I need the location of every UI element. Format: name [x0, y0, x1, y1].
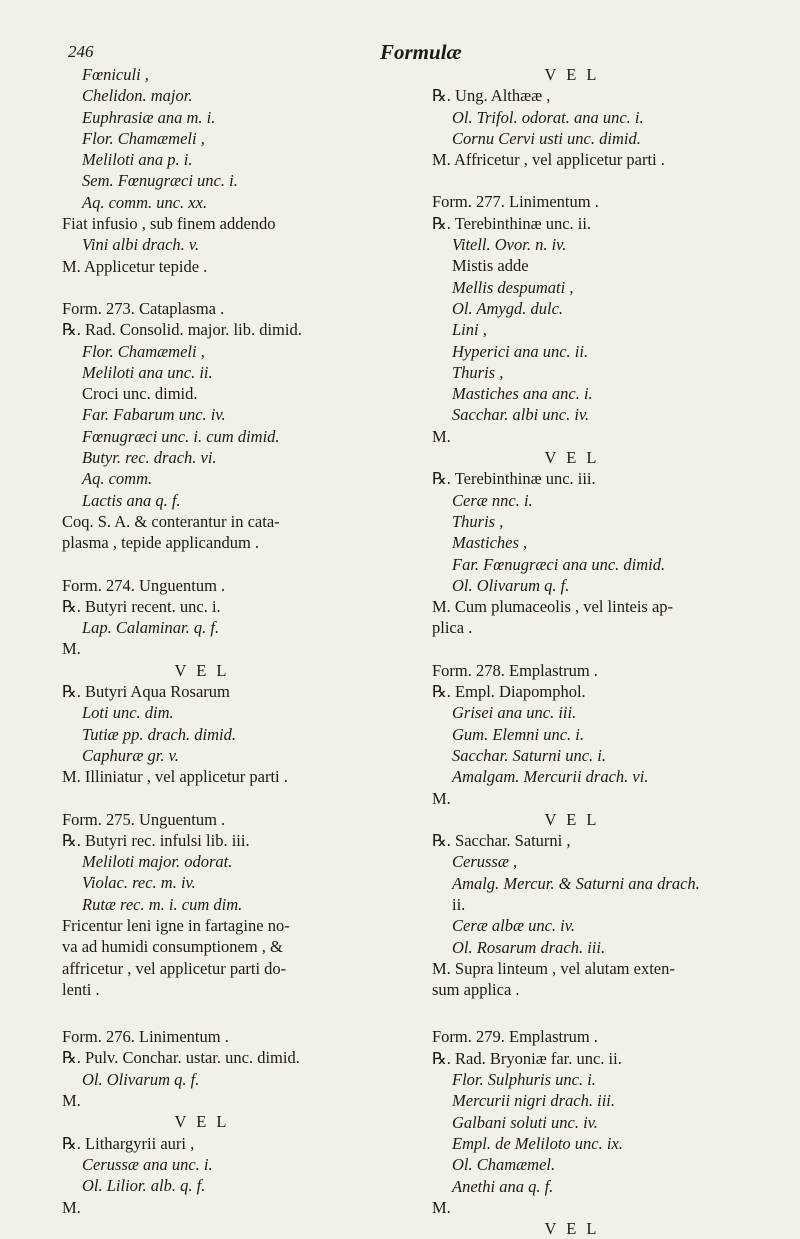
- text-line: Chelidon. major.: [82, 86, 193, 106]
- text-line: Ol. Trifol. odorat. ana unc. i.: [452, 107, 644, 127]
- text-line: Aq. comm.: [82, 469, 153, 489]
- text-line: Vini albi drach. v.: [82, 235, 200, 255]
- text-line: Far. Fœnugræci ana unc. dimid.: [452, 554, 666, 574]
- spacer: [62, 554, 382, 575]
- text-line: Ol. Olivarum q. f.: [452, 575, 570, 595]
- text-line: M.: [432, 1197, 451, 1217]
- text-line: Hyperici ana unc. ii.: [452, 341, 589, 361]
- text-line: M. Supra linteum , vel alutam exten-: [432, 958, 675, 978]
- spacer: [62, 1000, 382, 1026]
- text-line: Fricentur leni igne in fartagine no-: [62, 915, 290, 935]
- text-line: Lap. Calaminar. q. f.: [82, 618, 220, 638]
- text-line: ii.: [452, 894, 466, 914]
- text-line: Meliloti ana unc. ii.: [82, 362, 213, 382]
- text-line: Ol. Chamæmel.: [452, 1155, 556, 1175]
- text-line: Amalg. Mercur. & Saturni ana drach.: [452, 873, 700, 893]
- text-line: Mellis despumati ,: [452, 277, 574, 297]
- alternative-heading: V E L: [544, 809, 600, 829]
- text-line: Anethi ana q. f.: [452, 1176, 554, 1196]
- text-line: ℞. Lithargyrii auri ,: [62, 1133, 195, 1153]
- text-line: Flor. Chamæmeli ,: [82, 341, 205, 361]
- text-line: Cornu Cervi usti unc. dimid.: [452, 128, 641, 148]
- text-line: Mastiches ana anc. i.: [452, 384, 593, 404]
- text-line: Form. 274. Unguentum .: [62, 575, 226, 595]
- text-line: Far. Fabarum unc. iv.: [82, 405, 226, 425]
- alternative-heading: V E L: [544, 1219, 600, 1239]
- alternative-heading: V E L: [544, 448, 600, 468]
- text-line: lenti .: [62, 979, 100, 999]
- text-line: Sem. Fœnugræci unc. i.: [82, 171, 238, 191]
- text-line: plasma , tepide applicandum .: [62, 533, 260, 553]
- text-line: Vitell. Ovor. n. iv.: [452, 235, 567, 255]
- text-line: Sacchar. albi unc. iv.: [452, 405, 590, 425]
- text-line: Form. 277. Linimentum .: [432, 192, 599, 212]
- text-line: M.: [62, 1091, 81, 1111]
- text-line: Euphrasiæ ana m. i.: [82, 107, 216, 127]
- text-line: Empl. de Meliloto unc. ix.: [452, 1133, 623, 1153]
- text-line: plica .: [432, 618, 473, 638]
- text-line: ℞. Butyri recent. unc. i.: [62, 596, 221, 616]
- text-line: M.: [432, 426, 451, 446]
- text-line: M.: [62, 1197, 81, 1217]
- text-line: Caphuræ gr. v.: [82, 745, 179, 765]
- page-number: 246: [68, 42, 94, 61]
- text-line: Croci unc. dimid.: [82, 384, 198, 404]
- text-line: Form. 279. Emplastrum .: [432, 1027, 598, 1047]
- text-line: Form. 276. Linimentum .: [62, 1027, 229, 1047]
- text-line: Mercurii nigri drach. iii.: [452, 1091, 616, 1111]
- text-line: Ol. Lilior. alb. q. f.: [82, 1176, 206, 1196]
- text-line: M. Illiniatur , vel applicetur parti .: [62, 767, 288, 787]
- text-line: Ceræ albæ unc. iv.: [452, 916, 575, 936]
- text-line: Cerussæ ,: [452, 852, 518, 872]
- spacer: [62, 788, 382, 809]
- text-line: Tutiæ pp. drach. dimid.: [82, 724, 237, 744]
- text-line: Form. 275. Unguentum .: [62, 809, 226, 829]
- text-line: Sacchar. Saturni unc. i.: [452, 745, 606, 765]
- text-line: Lactis ana q. f.: [82, 490, 181, 510]
- text-line: Mistis adde: [452, 256, 529, 276]
- text-line: M.: [62, 639, 81, 659]
- text-line: Fœniculi ,: [82, 65, 149, 84]
- text-line: Coq. S. A. & conterantur in cata-: [62, 511, 280, 531]
- text-line: ℞. Rad. Bryoniæ far. unc. ii.: [432, 1048, 622, 1068]
- text-line: Galbani soluti unc. iv.: [452, 1112, 598, 1132]
- text-line: Lini ,: [452, 320, 487, 340]
- text-line: Flor. Chamæmeli ,: [82, 128, 205, 148]
- text-line: Fiat infusio , sub finem addendo: [62, 214, 276, 234]
- text-line: ℞. Empl. Diapomphol.: [432, 682, 586, 702]
- alternative-heading: V E L: [544, 65, 600, 84]
- text-line: Loti unc. dim.: [82, 703, 174, 723]
- text-line: Rutæ rec. m. i. cum dim.: [82, 894, 243, 914]
- text-line: Butyr. rec. drach. vi.: [82, 448, 217, 468]
- right-column: [432, 64, 752, 1239]
- text-line: Ol. Rosarum drach. iii.: [452, 937, 606, 957]
- spacer: [432, 1000, 752, 1026]
- text-line: ℞. Butyri Aqua Rosarum: [62, 682, 230, 702]
- text-line: Aq. comm. unc. xx.: [82, 192, 208, 212]
- text-line: Meliloti major. odorat.: [82, 852, 233, 872]
- text-line: Form. 273. Cataplasma .: [62, 298, 225, 318]
- text-line: Violac. rec. m. iv.: [82, 873, 196, 893]
- text-line: Gum. Elemni unc. i.: [452, 724, 584, 744]
- text-line: M. Affricetur , vel applicetur parti .: [432, 150, 665, 170]
- text-line: Mastiches ,: [452, 533, 528, 553]
- text-line: Amalgam. Mercurii drach. vi.: [452, 767, 649, 787]
- text-line: M. Cum plumaceolis , vel linteis ap-: [432, 597, 674, 617]
- text-line: Grisei ana unc. iii.: [452, 703, 577, 723]
- text-line: ℞. Ung. Althææ ,: [432, 86, 551, 106]
- running-head: Formulæ: [380, 40, 462, 64]
- text-line: ℞. Terebinthinæ unc. ii.: [432, 213, 592, 233]
- text-line: sum applica .: [432, 980, 520, 1000]
- text-line: Form. 278. Emplastrum .: [432, 660, 598, 680]
- left-column: [62, 64, 382, 1218]
- text-line: va ad humidi consumptionem , &: [62, 937, 283, 957]
- alternative-heading: V E L: [174, 1112, 230, 1132]
- spacer: [432, 639, 752, 660]
- text-line: M. Applicetur tepide .: [62, 256, 208, 276]
- text-line: Ceræ nnc. i.: [452, 490, 533, 510]
- text-line: Thuris ,: [452, 362, 504, 382]
- text-line: ℞. Butyri rec. infulsi lib. iii.: [62, 830, 250, 850]
- spacer: [62, 277, 382, 298]
- text-line: affricetur , vel applicetur parti do-: [62, 958, 287, 978]
- text-line: M.: [432, 788, 451, 808]
- text-line: ℞. Rad. Consolid. major. lib. dimid.: [62, 320, 302, 340]
- text-line: ℞. Terebinthinæ unc. iii.: [432, 469, 596, 489]
- text-line: Flor. Sulphuris unc. i.: [452, 1070, 596, 1090]
- alternative-heading: V E L: [174, 660, 230, 680]
- text-line: Cerussæ ana unc. i.: [82, 1154, 213, 1174]
- text-line: Fœnugræci unc. i. cum dimid.: [82, 426, 280, 446]
- text-line: ℞. Sacchar. Saturni ,: [432, 831, 571, 851]
- text-line: Ol. Amygd. dulc.: [452, 298, 564, 318]
- spacer: [432, 170, 752, 191]
- text-line: Thuris ,: [452, 511, 504, 531]
- text-line: ℞. Pulv. Conchar. ustar. unc. dimid.: [62, 1048, 300, 1068]
- text-line: Meliloti ana p. i.: [82, 150, 193, 170]
- text-line: Ol. Olivarum q. f.: [82, 1069, 200, 1089]
